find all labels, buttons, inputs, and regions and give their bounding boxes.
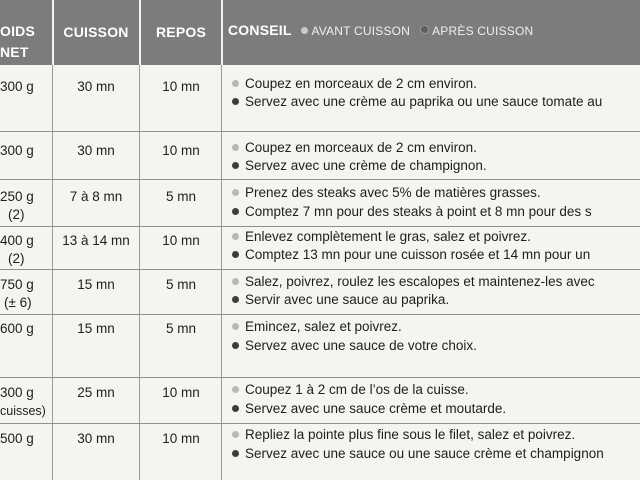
tip-apres xyxy=(232,338,477,353)
tip-avant xyxy=(232,229,531,244)
light-bullet-icon xyxy=(301,27,308,34)
dark-bullet-icon xyxy=(232,162,239,169)
tip-apres-text: Comptez 7 mn pour des steaks à point et 8 mn pour des s xyxy=(245,204,592,219)
row-repos: 5 mn xyxy=(165,277,196,292)
row-divider xyxy=(0,377,640,378)
row-divider xyxy=(0,423,640,424)
row-weight: 750 g xyxy=(0,277,34,292)
dark-bullet-icon xyxy=(232,98,239,105)
tip-avant xyxy=(232,319,402,334)
row-weight: 500 g xyxy=(0,431,34,446)
tip-apres xyxy=(232,247,590,262)
header-divider xyxy=(52,0,54,65)
row-weight: 300 g xyxy=(0,385,34,400)
row-cuisson: 30 mn xyxy=(77,79,115,94)
legend-avant: AVANT CUISSON xyxy=(311,24,411,38)
tip-apres xyxy=(232,204,592,219)
row-cuisson: 30 mn xyxy=(77,431,115,446)
tip-avant-text: Coupez en morceaux de 2 cm environ. xyxy=(245,140,477,155)
row-cuisson: 15 mn xyxy=(77,277,115,292)
tip-apres xyxy=(232,292,449,307)
light-bullet-icon xyxy=(232,144,239,151)
dark-bullet-icon xyxy=(232,251,239,258)
legend-apres: APRÈS CUISSON xyxy=(432,24,534,38)
dark-bullet-icon xyxy=(232,405,239,412)
dark-bullet-icon xyxy=(420,25,429,34)
row-divider xyxy=(0,131,640,132)
dark-bullet-icon xyxy=(232,208,239,215)
dark-bullet-icon xyxy=(232,342,239,349)
header-conseil xyxy=(228,22,533,38)
tip-avant xyxy=(232,382,469,397)
tip-apres-text: Servez avec une crème de champignon. xyxy=(245,158,487,173)
row-weight: 600 g xyxy=(0,321,34,336)
row-divider xyxy=(0,226,640,227)
row-weight-count: (2) xyxy=(8,207,25,222)
row-weight-count: cuisses) xyxy=(0,404,46,418)
tip-apres xyxy=(232,401,506,416)
light-bullet-icon xyxy=(232,80,239,87)
header-poids-line2: NET xyxy=(0,44,29,60)
column-divider xyxy=(221,65,222,480)
tip-avant xyxy=(232,76,477,91)
column-divider xyxy=(139,65,140,480)
header-repos: REPOS xyxy=(155,24,206,40)
light-bullet-icon xyxy=(232,323,239,330)
row-weight: 300 g xyxy=(0,143,34,158)
header-divider xyxy=(221,0,223,65)
tip-avant-text: Prenez des steaks avec 5% de matières grasses. xyxy=(245,185,541,200)
row-cuisson: 15 mn xyxy=(77,321,115,336)
header-divider xyxy=(139,0,141,65)
row-repos: 10 mn xyxy=(162,79,200,94)
tip-apres-text: Servez avec une sauce crème et moutarde. xyxy=(245,401,507,416)
header-conseil-label: CONSEIL xyxy=(228,22,292,38)
light-bullet-icon xyxy=(232,189,239,196)
header-legend xyxy=(301,24,533,38)
row-cuisson: 7 à 8 mn xyxy=(69,189,123,204)
light-bullet-icon xyxy=(232,278,239,285)
light-bullet-icon xyxy=(232,233,239,240)
row-cuisson: 25 mn xyxy=(77,385,115,400)
tip-apres-text: Servez avec une sauce de votre choix. xyxy=(245,338,477,353)
row-weight: 400 g xyxy=(0,233,34,248)
row-divider xyxy=(0,314,640,315)
dark-bullet-icon xyxy=(232,296,239,303)
row-repos: 10 mn xyxy=(162,385,200,400)
row-cuisson: 13 à 14 mn xyxy=(62,233,130,248)
tip-apres xyxy=(232,158,487,173)
row-repos: 10 mn xyxy=(162,233,200,248)
row-repos: 5 mn xyxy=(165,189,196,204)
tip-avant xyxy=(232,427,575,442)
tip-avant-text: Emincez, salez et poivrez. xyxy=(245,319,402,334)
row-weight: 250 g xyxy=(0,189,34,204)
header-poids xyxy=(0,0,50,65)
light-bullet-icon xyxy=(232,431,239,438)
column-divider xyxy=(52,65,53,480)
row-repos: 10 mn xyxy=(162,143,200,158)
tip-avant xyxy=(232,274,595,289)
tip-avant xyxy=(232,140,477,155)
dark-bullet-icon xyxy=(232,450,239,457)
row-weight: 300 g xyxy=(0,79,34,94)
tip-apres-text: Servez avec une sauce ou une sauce crème et champignon xyxy=(245,446,604,461)
tip-avant-text: Enlevez complètement le gras, salez et poivrez. xyxy=(245,229,531,244)
row-cuisson: 30 mn xyxy=(77,143,115,158)
tip-apres xyxy=(232,94,602,109)
light-bullet-icon xyxy=(232,386,239,393)
table-header xyxy=(0,0,640,65)
row-repos: 10 mn xyxy=(162,431,200,446)
tip-avant-text: Coupez en morceaux de 2 cm environ. xyxy=(245,76,477,91)
row-divider xyxy=(0,269,640,270)
tip-avant xyxy=(232,185,541,200)
tip-apres xyxy=(232,446,604,461)
tip-avant-text: Repliez la pointe plus fine sous le filet, salez et poivrez. xyxy=(245,427,576,442)
row-weight-count: (2) xyxy=(8,251,25,266)
header-cuisson: CUISSON xyxy=(63,24,129,40)
row-repos: 5 mn xyxy=(165,321,196,336)
header-poids-line1: OIDS xyxy=(0,23,36,39)
tip-apres-text: Servir avec une sauce au paprika. xyxy=(245,292,450,307)
tip-apres-text: Servez avec une crème au paprika ou une sauce tomate au xyxy=(245,94,603,109)
tip-apres-text: Comptez 13 mn pour une cuisson rosée et 14 mn pour un xyxy=(245,247,591,262)
row-divider xyxy=(0,179,640,180)
row-weight-count: (± 6) xyxy=(4,295,32,310)
tip-avant-text: Coupez 1 à 2 cm de l’os de la cuisse. xyxy=(245,382,469,397)
tip-avant-text: Salez, poivrez, roulez les escalopes et maintenez-les avec xyxy=(245,274,595,289)
